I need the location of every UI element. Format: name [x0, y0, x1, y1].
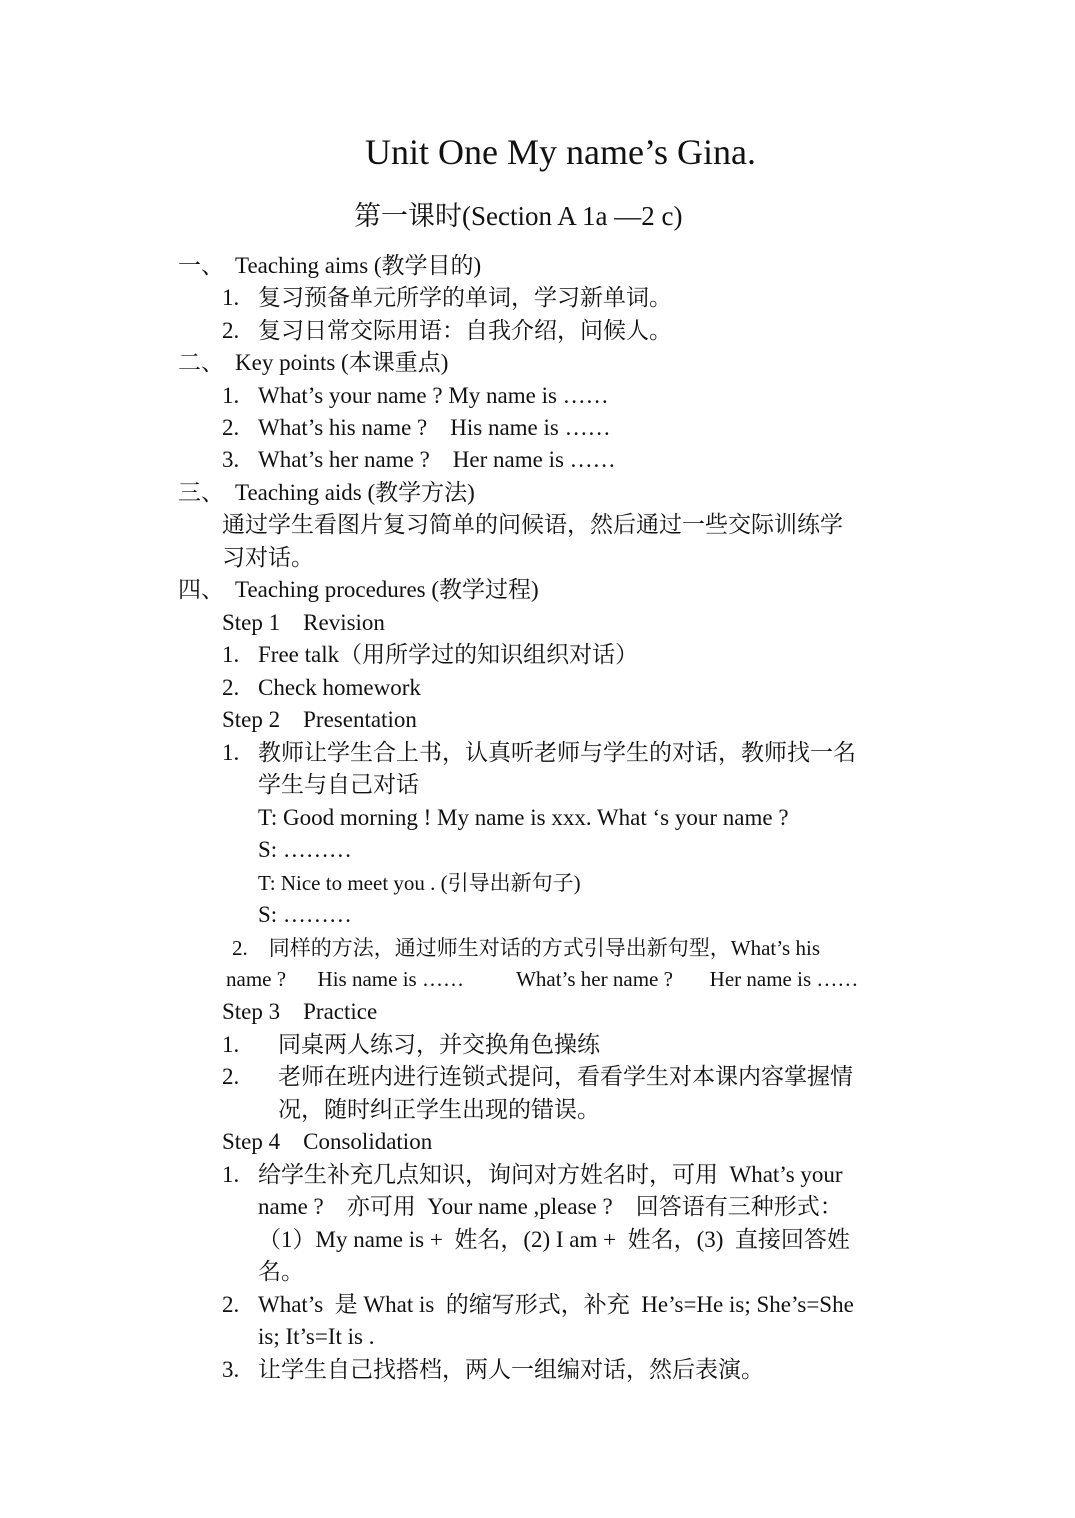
step-3-label: Step 3 Practice — [222, 999, 378, 1024]
list-number: 2. — [222, 1064, 240, 1089]
document-subtitle: 第一课时(Section A 1a —2 c) — [354, 201, 683, 231]
list-item: name ? His name is …… What’s her name ? Her name is …… — [226, 967, 859, 991]
section-2-heading: Key points (本课重点) — [235, 350, 449, 375]
list-item: 让学生自己找搭档，两人一组编对话，然后表演。 — [258, 1357, 764, 1382]
list-item: Check homework — [258, 675, 421, 700]
list-number: 2. — [222, 415, 240, 440]
list-number: 1. — [222, 383, 240, 408]
list-item: name ? 亦可用 Your name ,please ? 回答语有三种形式： — [258, 1194, 843, 1219]
list-item: 老师在班内进行连锁式提问，看看学生对本课内容掌握情 — [278, 1064, 853, 1089]
section-1-number: 一、 — [178, 253, 224, 278]
section-1-heading: Teaching aims (教学目的) — [235, 253, 482, 278]
section-2-number: 二、 — [178, 350, 224, 375]
dialog-line: T: Good morning ! My name is xxx. What ‘s your name ? — [258, 805, 789, 830]
dialog-line: T: Nice to meet you . (引导出新句子) — [258, 871, 581, 895]
step-1-label: Step 1 Revision — [222, 610, 385, 635]
list-item: What’s 是 What is 的缩写形式，补充 He’s=He is; She’s=She — [258, 1292, 854, 1317]
list-number: 1. — [222, 642, 240, 667]
list-item: 况，随时纠正学生出现的错误。 — [278, 1097, 600, 1122]
list-item: Free talk（用所学过的知识组织对话） — [258, 642, 639, 667]
list-item: 教师让学生合上书，认真听老师与学生的对话，教师找一名 — [258, 740, 856, 765]
list-number: 3. — [222, 1357, 240, 1382]
section-3-number: 三、 — [178, 480, 224, 505]
list-number: 2. — [222, 675, 240, 700]
paragraph-line: 习对话。 — [222, 545, 314, 570]
document-title: Unit One My name’s Gina. — [365, 132, 756, 172]
list-item: 学生与自己对话 — [258, 772, 419, 797]
list-item: 复习日常交际用语：自我介绍，问候人。 — [258, 318, 672, 343]
list-item: 同桌两人练习，并交换角色操练 — [278, 1032, 600, 1057]
list-item: 名。 — [258, 1259, 304, 1284]
list-item: is; It’s=It is . — [258, 1324, 375, 1349]
section-3-heading: Teaching aids (教学方法) — [235, 480, 475, 505]
list-number: 1. — [222, 1032, 240, 1057]
list-item: 2. 同样的方法，通过师生对话的方式引导出新句型，What’s his — [232, 936, 820, 960]
list-item: What’s his name ? His name is …… — [258, 415, 611, 440]
paragraph-line: 通过学生看图片复习简单的问候语，然后通过一些交际训练学 — [222, 512, 843, 537]
dialog-line: S: ……… — [258, 837, 352, 862]
list-item: What’s her name ? Her name is …… — [258, 447, 616, 472]
list-item: （1）My name is + 姓名，(2) I am + 姓名，(3) 直接回答姓 — [258, 1227, 850, 1252]
dialog-line: S: ……… — [258, 902, 352, 927]
list-item: 给学生补充几点知识，询问对方姓名时，可用 What’s your — [258, 1162, 843, 1187]
step-2-label: Step 2 Presentation — [222, 707, 417, 732]
list-number: 1. — [222, 1162, 240, 1187]
list-number: 2. — [222, 1292, 240, 1317]
list-number: 1. — [222, 285, 240, 310]
step-4-label: Step 4 Consolidation — [222, 1129, 433, 1154]
list-number: 2. — [222, 318, 240, 343]
list-item: 复习预备单元所学的单词，学习新单词。 — [258, 285, 672, 310]
section-4-heading: Teaching procedures (教学过程) — [235, 577, 539, 602]
list-item: What’s your name ? My name is …… — [258, 383, 609, 408]
list-number: 3. — [222, 447, 240, 472]
section-4-number: 四、 — [178, 577, 224, 602]
list-number: 1. — [222, 740, 240, 765]
